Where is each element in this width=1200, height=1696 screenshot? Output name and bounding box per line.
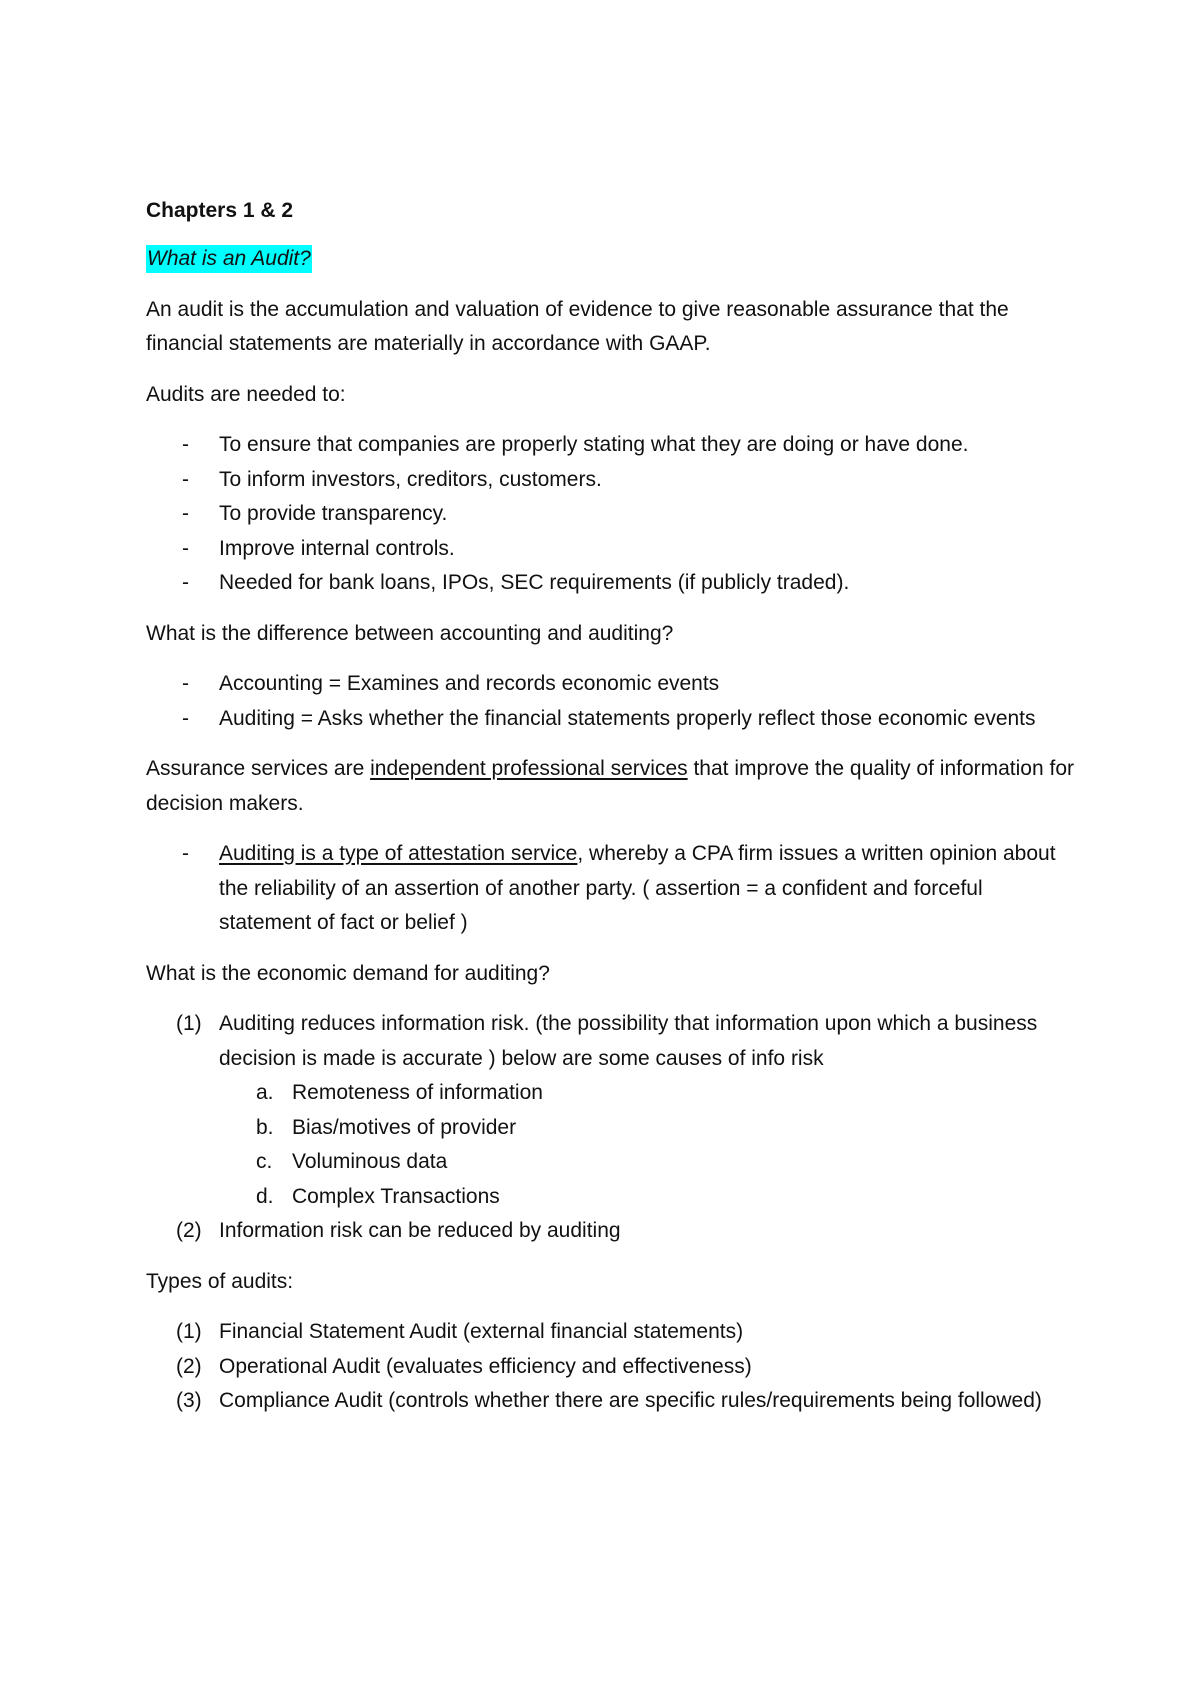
list-item	[146, 463, 1076, 498]
list-item-text: To inform investors, creditors, customers.	[219, 467, 602, 491]
dash-marker: -	[182, 672, 189, 695]
dash-marker: -	[182, 842, 189, 865]
types-list	[146, 1315, 1076, 1419]
number-marker: (2)	[176, 1354, 202, 1378]
list-item	[219, 1145, 1076, 1180]
list-item	[146, 566, 1076, 601]
list-item-text: Information risk can be reduced by auditing	[219, 1219, 621, 1242]
list-item	[146, 1315, 1076, 1350]
demand-list	[146, 1007, 1076, 1249]
needed-list	[146, 428, 1076, 601]
list-item-text: Bias/motives of provider	[292, 1115, 517, 1139]
letter-marker: d.	[256, 1184, 274, 1208]
difference-question: What is the difference between accounting and auditing?	[146, 621, 674, 645]
list-item-text: Financial Statement Audit (external financial statements)	[219, 1320, 744, 1343]
list-item-text: Voluminous data	[292, 1150, 448, 1173]
assurance-text-before: Assurance services are	[146, 757, 371, 780]
audit-definition: An audit is the accumulation and valuation of evidence to give reasonable assurance that the financial statements are materially in accordance with GAAP.	[146, 297, 1009, 355]
attestation-underlined-term: Auditing is a type of attestation service	[219, 842, 578, 865]
dash-marker: -	[182, 571, 189, 594]
attestation-text-after: , whereby a CPA firm issues a written opinion about the reliability of an assertion of another party. ( assertion = a confident and forceful statement of fact or belief )	[219, 842, 1056, 934]
list-item-text: To ensure that companies are properly stating what they are doing or have done.	[219, 433, 969, 456]
list-item-text: Auditing reduces information risk. (the possibility that information upon which a business decision is made is accurate ) below are some causes of info risk	[219, 1012, 1038, 1070]
needed-intro: Audits are needed to:	[146, 382, 346, 406]
list-item-text: Complex Transactions	[292, 1184, 500, 1208]
dash-marker: -	[182, 502, 189, 525]
list-item	[146, 1214, 1076, 1249]
highlighted-question-line	[146, 242, 1076, 277]
number-marker: (2)	[176, 1219, 202, 1242]
list-item-text: Improve internal controls.	[219, 536, 455, 560]
list-item	[219, 1111, 1076, 1146]
list-item-text: Accounting = Examines and records economic events	[219, 672, 720, 695]
list-item-text: Needed for bank loans, IPOs, SEC requirements (if publicly traded).	[219, 571, 850, 594]
dash-marker: -	[182, 706, 189, 730]
list-item-text: Auditing = Asks whether the financial statements properly reflect those economic events	[219, 706, 1036, 730]
list-item	[146, 837, 1076, 941]
list-item	[219, 1180, 1076, 1215]
letter-marker: a.	[256, 1081, 274, 1104]
list-item-text: To provide transparency.	[219, 502, 448, 525]
document-heading: Chapters 1 & 2	[146, 199, 294, 222]
assurance-paragraph	[146, 752, 1076, 821]
assurance-text-after: that improve the quality of information for decision makers.	[146, 757, 1074, 815]
list-item	[146, 667, 1076, 702]
list-item	[146, 702, 1076, 737]
list-item	[146, 1007, 1076, 1214]
number-marker: (3)	[176, 1389, 202, 1412]
letter-marker: c.	[256, 1150, 273, 1173]
demand-question: What is the economic demand for auditing?	[146, 961, 550, 985]
list-item	[146, 428, 1076, 463]
highlighted-question: What is an Audit?	[146, 245, 312, 273]
difference-list	[146, 667, 1076, 736]
list-item	[146, 1350, 1076, 1385]
assurance-underlined-term: independent professional services	[370, 757, 688, 780]
number-marker: (1)	[176, 1320, 202, 1343]
list-item	[146, 1384, 1076, 1419]
letter-marker: b.	[256, 1115, 274, 1139]
dash-marker: -	[182, 467, 189, 491]
dash-marker: -	[182, 536, 189, 560]
attestation-list	[146, 837, 1076, 941]
list-item-text: Compliance Audit (controls whether there are specific rules/requirements being followed)	[219, 1389, 1042, 1412]
dash-marker: -	[182, 433, 189, 456]
number-marker: (1)	[176, 1012, 202, 1035]
document-page	[146, 196, 1076, 1435]
list-item	[146, 497, 1076, 532]
list-item-text: Operational Audit (evaluates efficiency and effectiveness)	[219, 1354, 752, 1378]
info-risk-causes-list	[219, 1076, 1076, 1214]
list-item	[146, 532, 1076, 567]
list-item-text: Remoteness of information	[292, 1081, 543, 1104]
types-intro: Types of audits:	[146, 1269, 294, 1293]
list-item	[219, 1076, 1076, 1111]
